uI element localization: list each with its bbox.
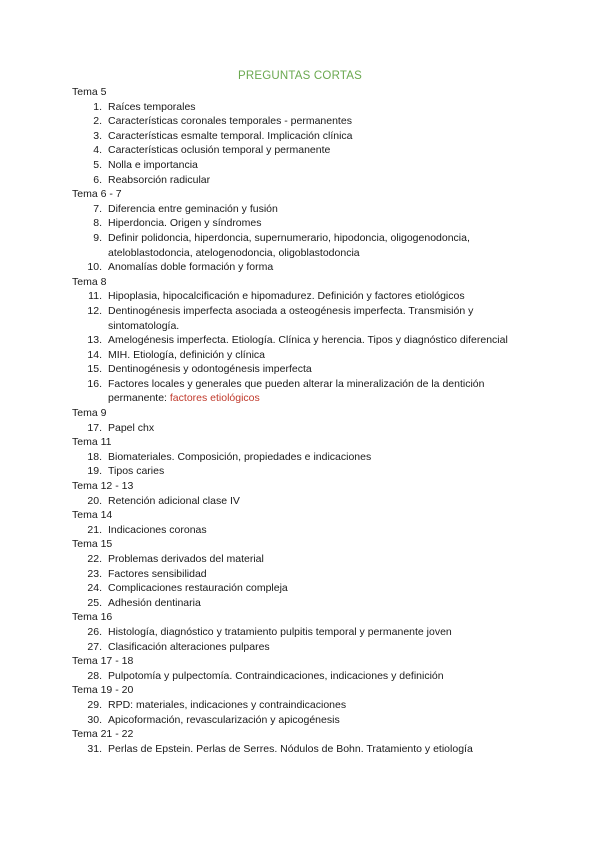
item-text: Dentinogénesis y odontogénesis imperfecta [108,363,312,376]
item-text: Perlas de Epstein. Perlas de Serres. Nódulos de Bohn. Tratamiento y etiología [108,742,473,755]
item-text-wrap [108,173,532,188]
item-text-wrap [108,100,532,115]
item-text: Factores locales y generales que pueden alterar la mineralización de la dentición permanente: [108,377,485,405]
list-item [72,289,532,304]
item-text: Hipoplasia, hipocalcificación e hipomadurez. Definición y factores etiológicos [108,290,465,303]
item-number: 14. [87,348,102,361]
item-text: Hiperdoncia. Origen y síndromes [108,217,262,230]
item-text-wrap [108,216,532,231]
item-text-wrap [108,289,532,304]
list-item [72,494,532,509]
item-text: Retención adicional clase IV [108,494,240,507]
item-text-wrap [108,698,532,713]
list-item [72,669,532,684]
item-number: 31. [87,742,102,755]
item-number: 30. [87,713,102,726]
item-text-wrap [108,304,532,333]
item-text: Factores sensibilidad [108,567,207,580]
item-text: MIH. Etiología, definición y clínica [108,348,265,361]
item-number: 7. [93,202,102,215]
list-item [72,158,532,173]
item-number: 19. [87,465,102,478]
item-text-wrap [108,333,532,348]
item-text-wrap [108,464,532,479]
item-text: Reabsorción radicular [108,173,211,186]
item-text-wrap [108,494,532,509]
item-text: Adhesión dentinaria [108,596,201,609]
list-item [72,581,532,596]
item-number: 25. [87,596,102,609]
list-item [72,100,532,115]
item-text: Tipos caries [108,465,165,478]
item-text-wrap [108,421,532,436]
item-text-wrap [108,450,532,465]
item-number: 23. [87,567,102,580]
item-text: Apicoformación, revascularización y apicogénesis [108,713,340,726]
item-note: factores etiológicos [169,392,260,405]
item-number: 28. [87,669,102,682]
item-text: Papel chx [108,421,155,434]
section-heading: Tema 14 [72,509,113,522]
item-number: 24. [87,582,102,595]
list-item [72,742,532,757]
item-text-wrap [108,669,532,684]
section [72,610,532,654]
list-item [72,713,532,728]
section-heading: Tema 21 - 22 [72,728,134,741]
section [72,727,532,756]
item-text: Raíces temporales [108,100,196,113]
list-item [72,260,532,275]
question-list [72,85,532,756]
item-text: Características oclusión temporal y permanente [108,144,331,157]
list-item [72,421,532,436]
item-number: 10. [87,261,102,274]
item-number: 2. [93,115,102,128]
list-item [72,362,532,377]
item-number: 8. [93,217,102,230]
list-item [72,304,532,333]
item-text-wrap [108,129,532,144]
item-number: 4. [93,144,102,157]
list-item [72,552,532,567]
section [72,187,532,275]
item-text: Complicaciones restauración compleja [108,582,288,595]
section [72,479,532,508]
item-text-wrap [108,362,532,377]
item-text: Indicaciones coronas [108,523,207,536]
item-text: RPD: materiales, indicaciones y contraindicaciones [108,698,347,711]
item-number: 18. [87,450,102,463]
item-text-wrap [108,640,532,655]
item-number: 21. [87,523,102,536]
list-item [72,640,532,655]
item-text-wrap [108,260,532,275]
item-text: Características esmalte temporal. Implicación clínica [108,129,353,142]
list-item [72,348,532,363]
item-text-wrap [108,596,532,611]
item-text-wrap [108,567,532,582]
section-heading: Tema 8 [72,275,107,288]
item-number: 26. [87,625,102,638]
list-item [72,698,532,713]
list-item [72,143,532,158]
item-text-wrap [108,581,532,596]
page-title: PREGUNTAS CORTAS [238,70,362,82]
item-text: Amelogénesis imperfecta. Etiología. Clínica y herencia. Tipos y diagnóstico diferencial [108,334,508,347]
section [72,85,532,187]
section-heading: Tema 12 - 13 [72,480,134,493]
item-number: 12. [87,304,102,317]
section-heading: Tema 6 - 7 [72,188,122,201]
item-text: Anomalías doble formación y forma [108,261,274,274]
list-item [72,129,532,144]
item-text-wrap [108,231,532,260]
item-number: 9. [93,231,102,244]
item-number: 6. [93,173,102,186]
list-item [72,567,532,582]
item-number: 3. [93,129,102,142]
item-text: Histología, diagnóstico y tratamiento pulpitis temporal y permanente joven [108,625,452,638]
section [72,654,532,683]
item-text: Diferencia entre geminación y fusión [108,202,278,215]
item-number: 1. [93,100,102,113]
section-heading: Tema 9 [72,407,107,420]
list-item [72,333,532,348]
item-text: Clasificación alteraciones pulpares [108,640,270,653]
item-text: Características coronales temporales - permanentes [108,115,352,128]
item-text: Dentinogénesis imperfecta asociada a osteogénesis imperfecta. Transmisión y sintomatología. [108,304,474,332]
section-heading: Tema 16 [72,611,113,624]
item-text: Pulpotomía y pulpectomía. Contraindicaciones, indicaciones y definición [108,669,444,682]
item-number: 29. [87,698,102,711]
section-heading: Tema 17 - 18 [72,655,134,668]
item-text: Nolla e importancia [108,158,198,171]
section-heading: Tema 19 - 20 [72,684,134,697]
section-heading: Tema 11 [72,436,112,449]
item-number: 13. [87,334,102,347]
section [72,275,532,406]
list-item [72,216,532,231]
section [72,406,532,435]
item-number: 27. [87,640,102,653]
item-text: Definir polidoncia, hiperdoncia, supernumerario, hipodoncia, oligogenodoncia, ateloblastodoncia, atelogenodoncia, oligoblastodoncia [108,231,470,259]
list-item [72,114,532,129]
list-item [72,596,532,611]
item-text-wrap [108,742,532,757]
item-number: 22. [87,553,102,565]
list-item [72,173,532,188]
item-number: 11. [88,290,102,303]
section [72,683,532,727]
item-text-wrap [108,143,532,158]
list-item [72,450,532,465]
list-item [72,202,532,217]
item-text-wrap [108,114,532,129]
item-text: Problemas derivados del material [108,553,264,565]
list-item [72,464,532,479]
list-item [72,231,532,260]
item-text-wrap [108,377,532,406]
item-text-wrap [108,523,532,538]
item-number: 20. [87,494,102,507]
item-text-wrap [108,713,532,728]
item-number: 17. [87,421,102,434]
section [72,508,532,537]
list-item [72,523,532,538]
item-text-wrap [108,552,532,567]
item-number: 16. [87,377,102,390]
section [72,435,532,479]
item-text-wrap [108,158,532,173]
item-number: 15. [87,363,102,376]
section-heading: Tema 15 [72,538,113,551]
list-item [72,625,532,640]
item-text-wrap [108,202,532,217]
item-number: 5. [93,158,102,171]
section [72,537,532,610]
item-text-wrap [108,625,532,640]
item-text-wrap [108,348,532,363]
list-item [72,377,532,406]
item-text: Biomateriales. Composición, propiedades e indicaciones [108,450,372,463]
section-heading: Tema 5 [72,86,107,98]
